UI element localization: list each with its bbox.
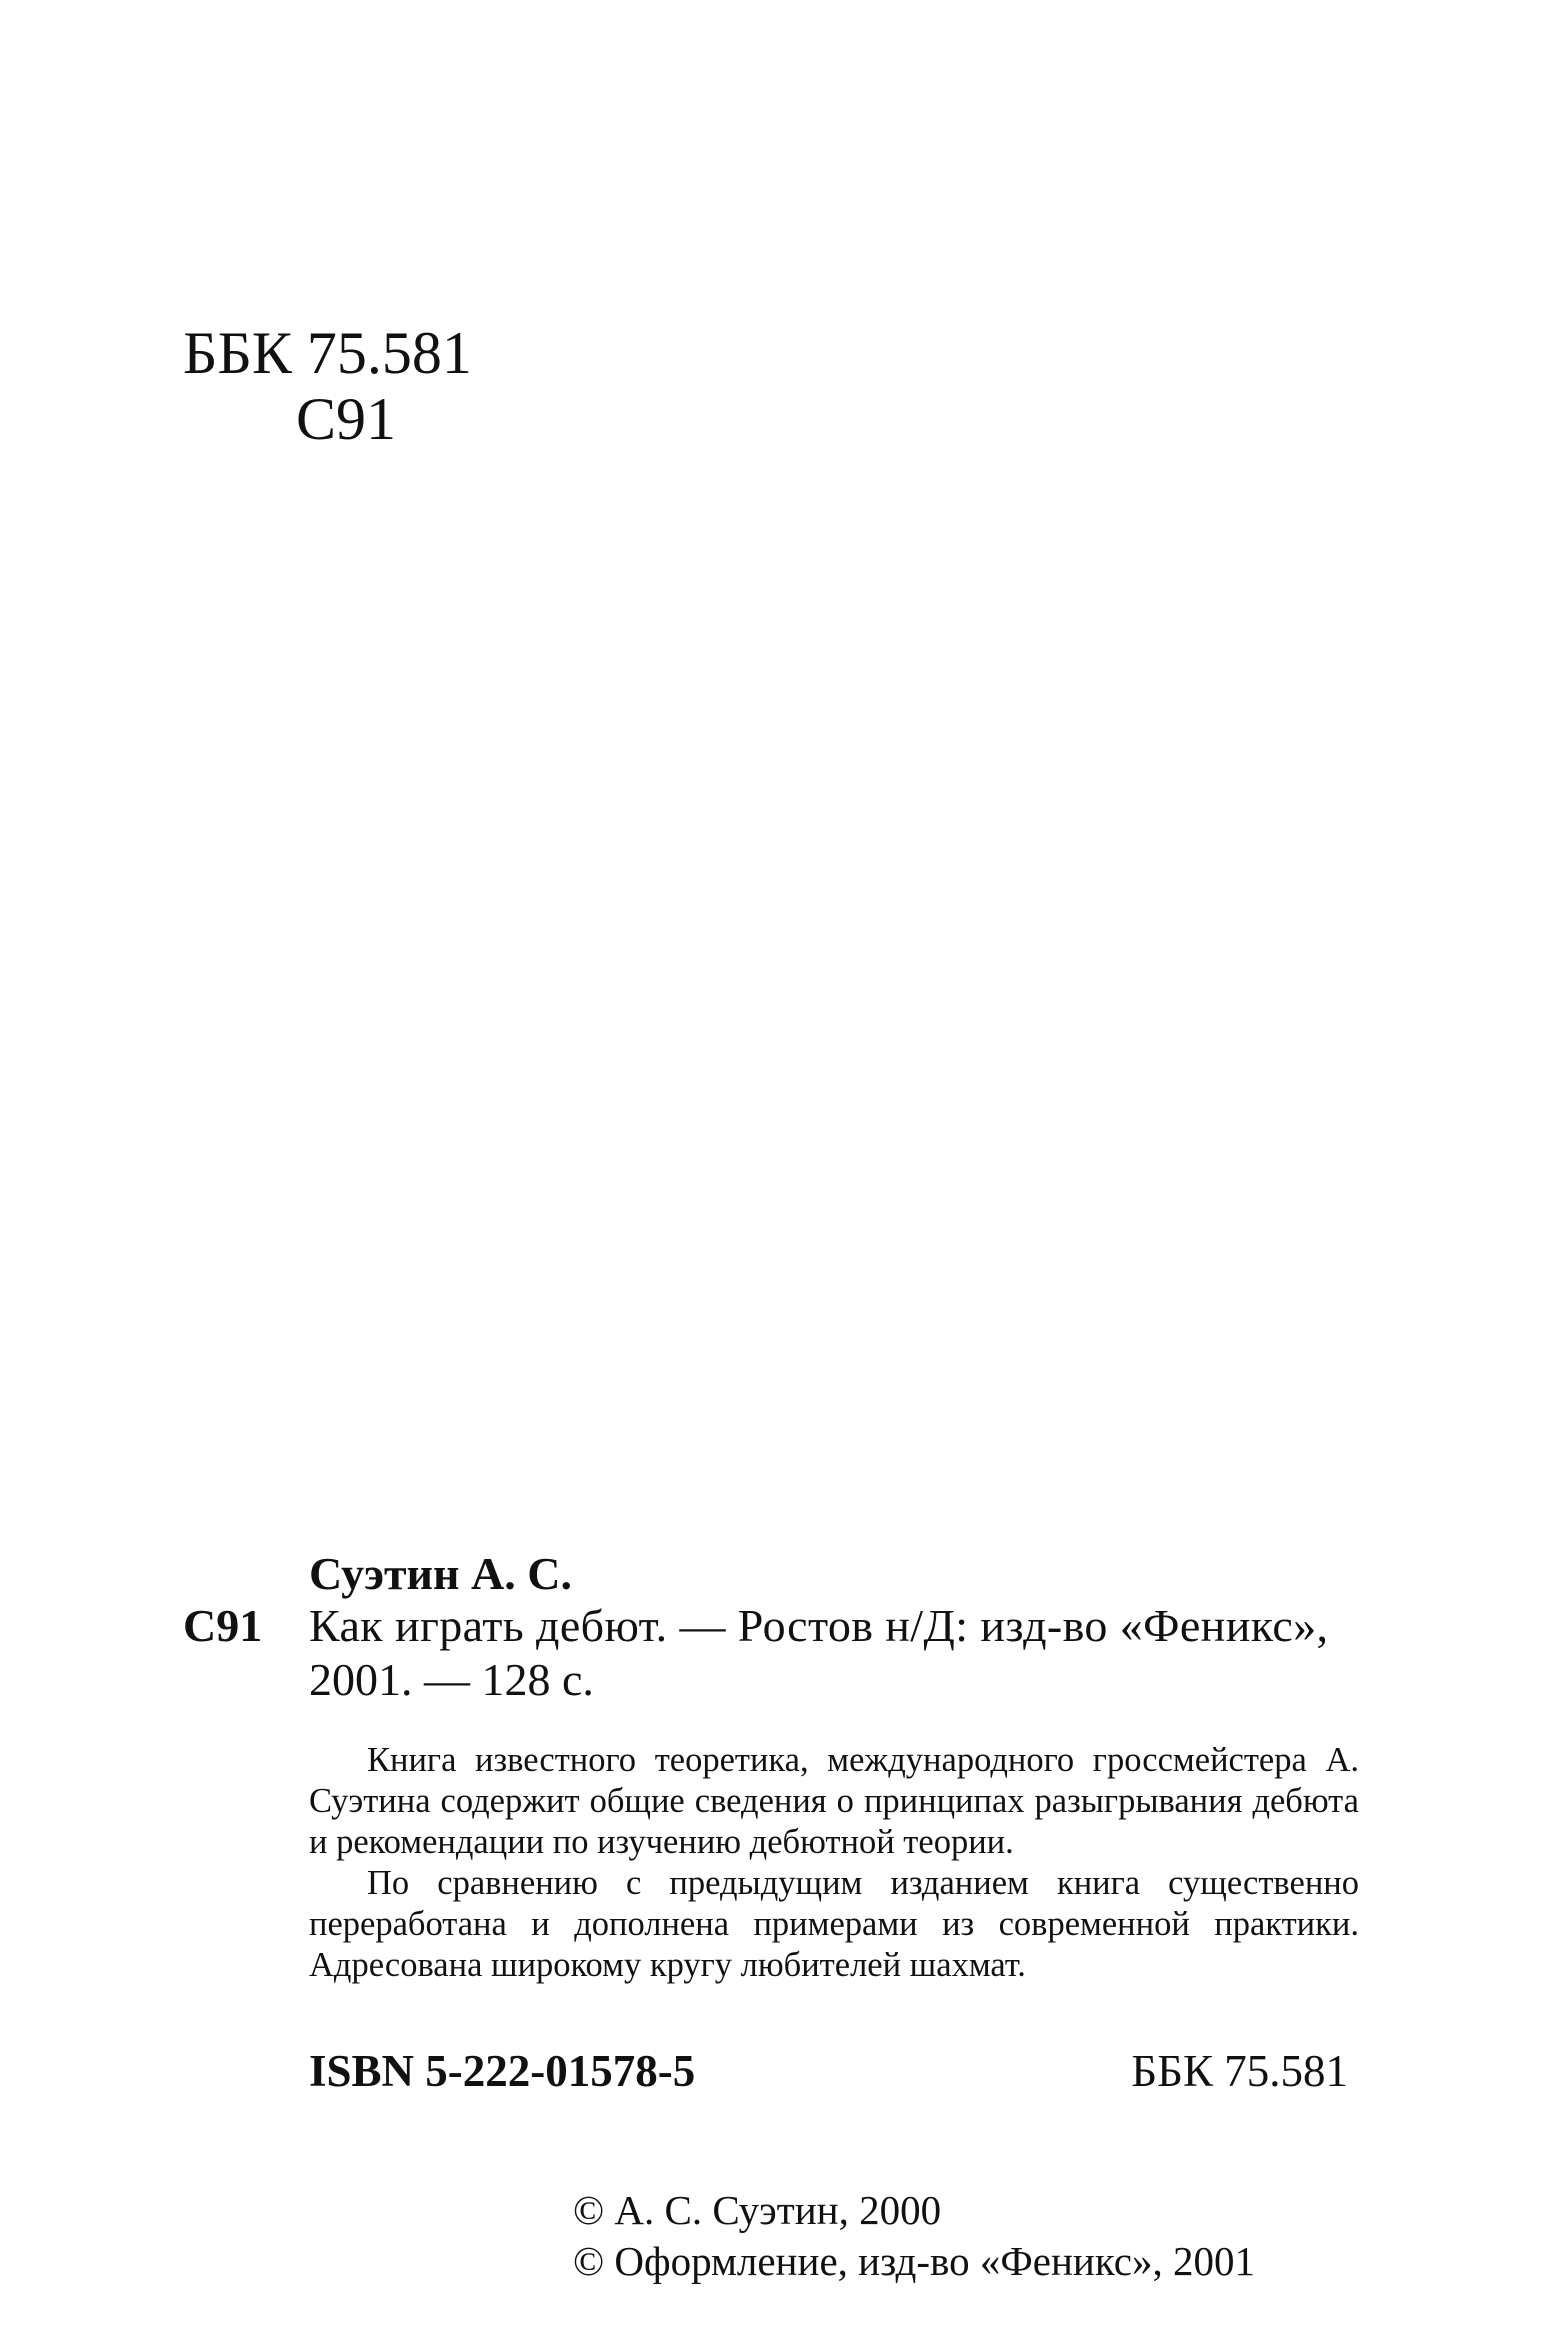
bibliographic-description-line-2: 2001. — 128 с. [309, 1654, 594, 1705]
bibliographic-description-line-1: Как играть дебют. — Ростов н/Д: изд-во «Феникс», [309, 1600, 1329, 1651]
annotation [309, 1740, 1359, 1986]
isbn-number: ISBN 5-222-01578-5 [309, 2046, 696, 2096]
annotation-paragraph: По сравнению с предыдущим изданием книга существенно переработана и дополнена примерами из современной практики. Адресована широкому кругу любителей шахмат. [309, 1864, 1359, 1984]
bbk-code-bottom: ББК 75.581 [1131, 2046, 1348, 2096]
copyright-design: © Оформление, изд-во «Феникс», 2001 [573, 2238, 1255, 2284]
author-mark-code: С91 [296, 386, 397, 452]
author-mark-margin: С91 [183, 1600, 263, 1651]
author-name: Суэтин А. С. [309, 1548, 572, 1599]
bbk-classification-code: ББК 75.581 [183, 320, 472, 386]
copyright-author: © А. С. Суэтин, 2000 [573, 2187, 942, 2233]
annotation-paragraph: Книга известного теоретика, международного гроссмейстера А. Суэтина содержит общие сведения о принципах разыгрывания дебюта и рекомендации по изучению дебютной теории. [309, 1741, 1359, 1861]
